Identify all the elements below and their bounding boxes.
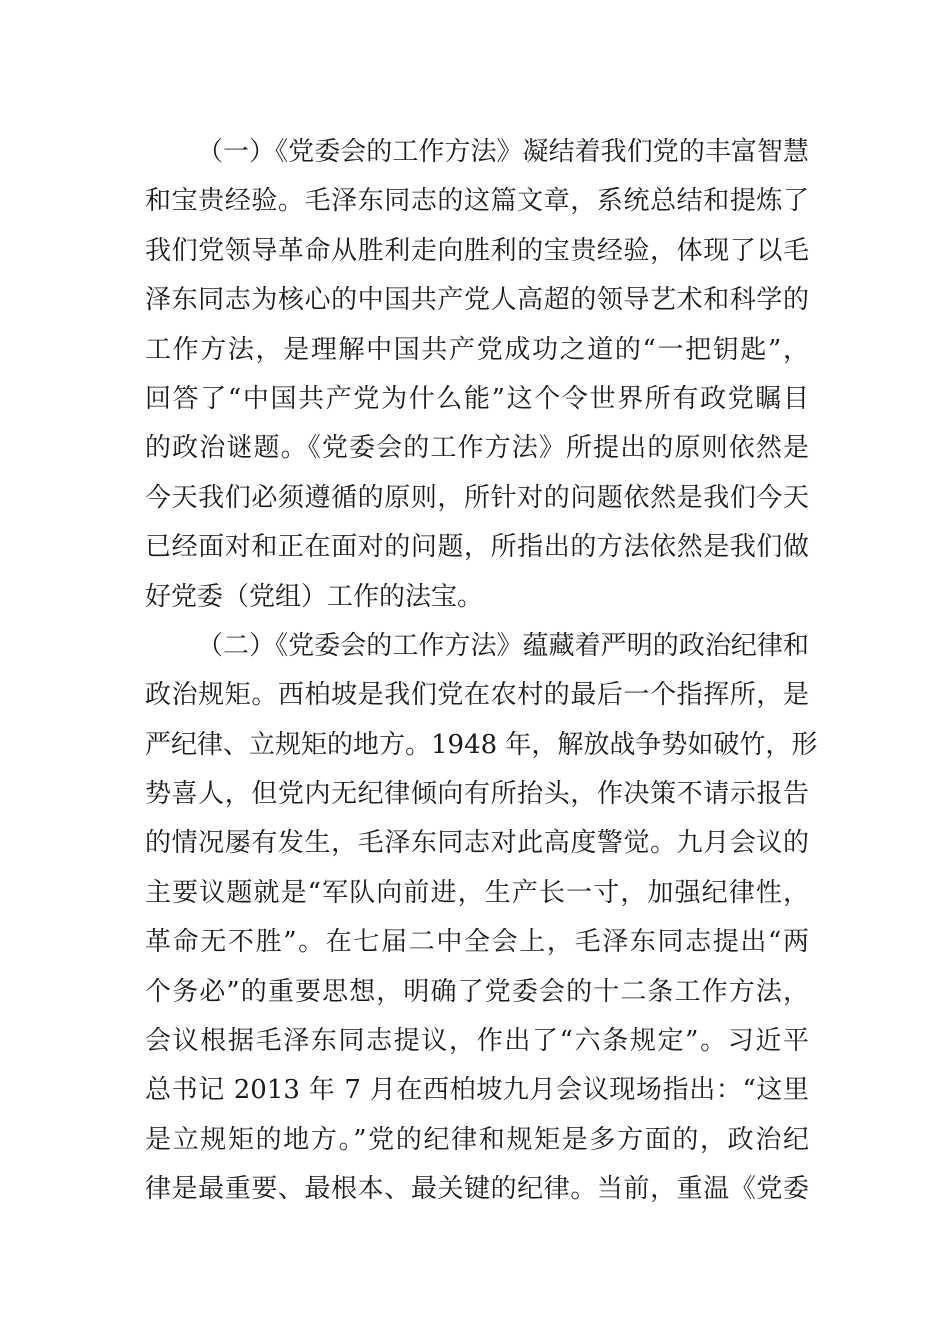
- paragraph-2-line-2: 政治规矩。西柏坡是我们党在农村的最后一个指挥所，是: [145, 680, 809, 711]
- paragraph-2-line-5: 的情况屡有发生，毛泽东同志对此高度警觉。九月会议的: [145, 828, 809, 859]
- paragraph-1-line-7: 的政治谜题。《党委会的工作方法》所提出的原则依然是: [145, 433, 809, 464]
- paragraph-1-line-1: （一）《党委会的工作方法》凝结着我们党的丰富智慧: [197, 137, 809, 167]
- paragraph-1-line-5: 工作方法，是理解中国共产党成功之道的“一把钥匙”，: [145, 334, 809, 365]
- paragraph-1-line-3: 我们党领导革命从胜利走向胜利的宝贵经验，体现了以毛: [145, 235, 809, 266]
- paragraph-1-line-2: 和宝贵经验。毛泽东同志的这篇文章，系统总结和提炼了: [145, 186, 809, 217]
- paragraph-2-line-10: 总书记 2013 年 7 月在西柏坡九月会议现场指出：“这里: [145, 1075, 809, 1106]
- paragraph-2-line-8: 个务必”的重要思想，明确了党委会的十二条工作方法，: [145, 976, 809, 1007]
- paragraph-1-line-9: 已经面对和正在面对的问题，所指出的方法依然是我们做: [145, 532, 809, 563]
- document-body: [145, 128, 818, 1215]
- paragraph-2-line-3: 严纪律、立规矩的地方。1948 年，解放战争势如破竹，形: [145, 729, 818, 760]
- paragraph-2-line-1: （二）《党委会的工作方法》蕴藏着严明的政治纪律和: [197, 630, 809, 661]
- paragraph-2-line-6: 主要议题就是“军队向前进，生产长一寸，加强纪律性，: [145, 877, 809, 908]
- paragraph-1-line-10: 好党委（党组）工作的法宝。: [145, 581, 484, 612]
- paragraph-2-line-4: 势喜人，但党内无纪律倾向有所抬头，作决策不请示报告: [145, 779, 809, 810]
- paragraph-1-line-4: 泽东同志为核心的中国共产党人高超的领导艺术和科学的: [145, 285, 809, 316]
- paragraph-2-line-9: 会议根据毛泽东同志提议，作出了“六条规定”。习近平: [145, 1026, 809, 1057]
- paragraph-2-line-11: 是立规矩的地方。”党的纪律和规矩是多方面的，政治纪: [145, 1124, 809, 1155]
- paragraph-1-line-8: 今天我们必须遵循的原则，所针对的问题依然是我们今天: [145, 482, 809, 513]
- paragraph-2-line-12: 律是最重要、最根本、最关键的纪律。当前，重温《党委: [145, 1174, 809, 1205]
- paragraph-1-line-6: 回答了“中国共产党为什么能”这个令世界所有政党瞩目: [145, 383, 809, 414]
- paragraph-2-line-7: 革命无不胜”。在七届二中全会上，毛泽东同志提出“两: [145, 927, 809, 958]
